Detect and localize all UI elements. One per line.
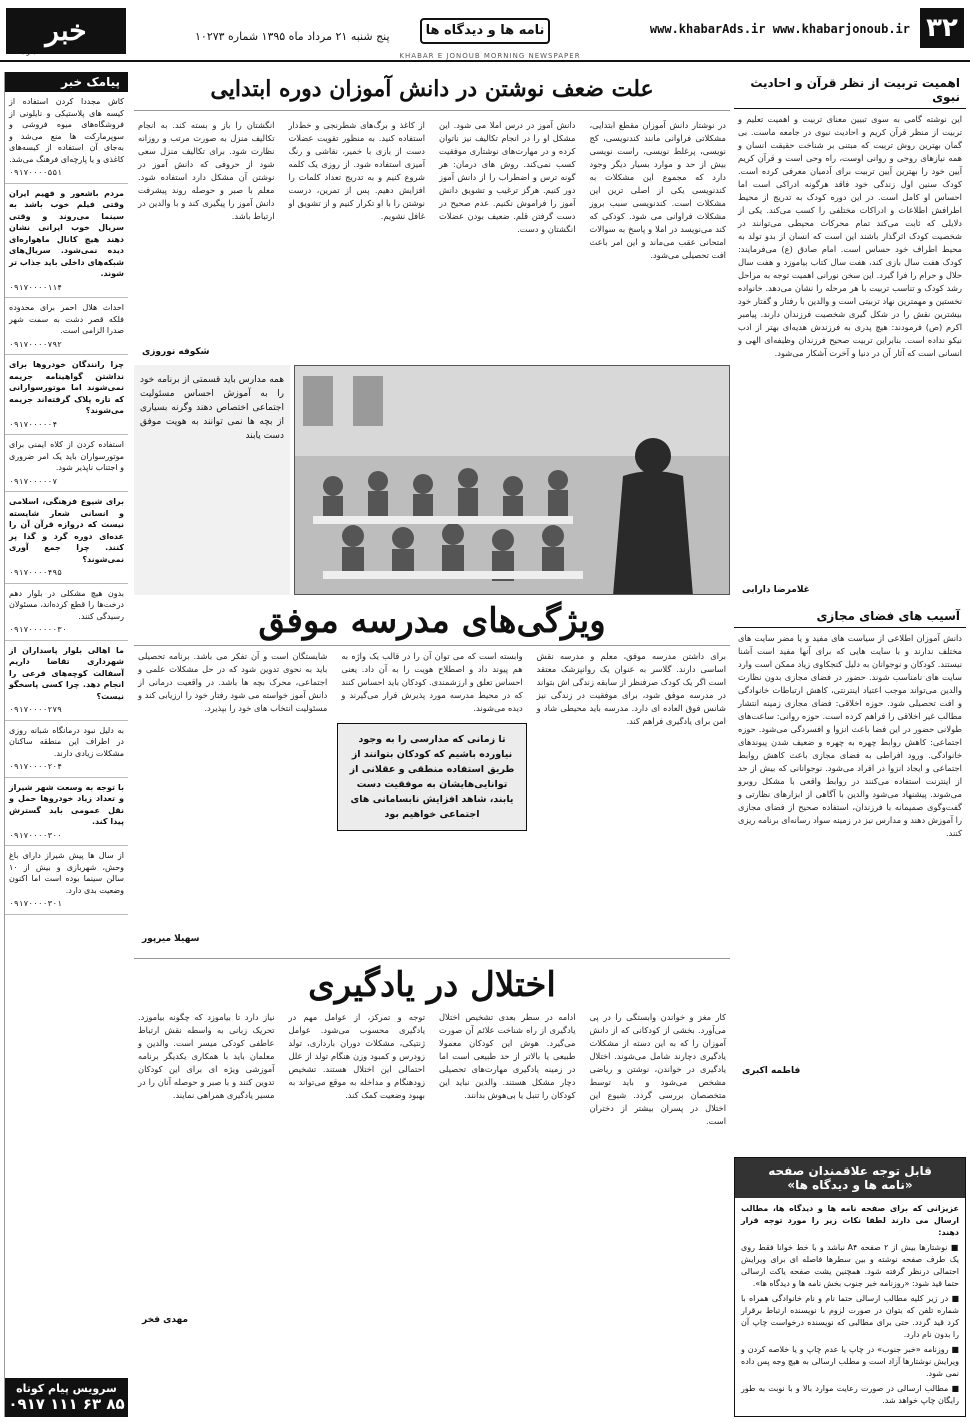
logo-subtitle: جنوب <box>20 48 37 56</box>
sms-item <box>5 778 128 847</box>
sms-footer-phone[interactable]: ۰۹۱۷ ۱۱۱ ۶۳ ۸۵ <box>8 1395 125 1413</box>
photo-row <box>134 365 730 595</box>
sms-title: پیامک خبر <box>5 72 128 92</box>
sms-phone: ۰۹۱۷۰۰۰۰۷۹۲ <box>9 339 62 349</box>
sms-item <box>5 641 128 721</box>
learning-column: نیاز دارد تا بیاموزد که چگونه بیاموزد. تحریک زبانی به واسطه نقش ارتباط عاطفی کودکی میسر است. والدین و معلمان باید با همکاری یکدیگر برنامه آموزشی ویژه ای برای این کودکان تدوین کنند و با صبر و حوصله آنان را در مسیر یادگیری همراهی نمایند. <box>138 1012 275 1100</box>
sms-text: احداث هلال احمر برای محدوده فلکه قصر دشت به سمت شهر صدرا الزامی است. <box>9 303 124 335</box>
sms-phone: ۰۹۱۷۰۰۰۰۲۷۹ <box>9 705 62 714</box>
sms-phone: ۰۹۱۷۰۰۰۰۵۵۱ <box>9 168 62 177</box>
notice-box <box>734 1157 966 1417</box>
sms-text: با توجه به وسعت شهر شیراز و تعداد زیاد خودروها حمل و نقل عمومی باید گسترش پیدا کند. <box>9 782 124 826</box>
sms-phone: ۰۹۱۷۰۰۰۰۲۰۴ <box>9 762 62 771</box>
sms-item <box>5 846 128 915</box>
sms-column <box>4 72 128 1417</box>
sms-list <box>5 92 128 915</box>
learning-column: ادامه در سطر بعدی تشخیص اختلال یادگیری از راه شناخت علائم آن صورت می‌گیرد. هوش این کودکان معمولا طبیعی یا بالاتر از حد طبیعی است اما در زمینه یادگیری مهارت‌های تحصیلی دچار مشکل هستند. والدین نباید این کودکان را تنبل یا بی‌هوش بدانند. <box>439 1012 576 1100</box>
sms-text: چرا رانندگان خودروها برای نداشتن گواهینامه جریمه نمی‌شوند اما موتورسوارانی که تازه پلاک گرفته‌اند جریمه می‌شوند؟ <box>9 360 124 415</box>
sms-footer-title: سرویس پیام کوتاه <box>16 1382 117 1395</box>
sms-text: استفاده کردن از کلاه ایمنی برای موتورسواران باید یک امر ضروری و اجتناب ناپذیر شود. <box>9 440 124 472</box>
sms-item <box>5 584 128 641</box>
sms-item <box>5 492 128 584</box>
sms-phone: ۰۹۱۷۰۰۰۰۴۹۵ <box>9 568 62 577</box>
article-author: فاطمه اکبری <box>742 1066 801 1076</box>
newspaper-logo: خبر <box>6 8 126 54</box>
school-author: سهیلا میرپور <box>142 934 200 944</box>
sms-item <box>5 298 128 355</box>
notice-body <box>735 1198 965 1415</box>
learning-columns <box>134 1011 730 1311</box>
site-links[interactable]: www.khabarAds.ir www.khabarjonoub.ir <box>649 22 910 36</box>
notice-item: ■ در زیر کلیه مطالب ارسالی حتما نام و نام خانوادگی همراه با شماره تلفن که بتوان در صورت لزوم با نویسنده ارتباط برقرار کرد قید گردد. حتی برای مطالبی که نویسنده درخواست چاپ آن را بدون نام دارد. <box>741 1294 959 1339</box>
sms-item <box>5 92 128 184</box>
sms-item <box>5 435 128 492</box>
notice-subtitle: «نامه ها و دیدگاه ها» <box>787 1178 913 1192</box>
article-columns <box>134 119 730 343</box>
notice-header <box>735 1158 965 1198</box>
classroom-illustration <box>294 366 729 595</box>
school-column: وابسته است که می توان آن را در قالب یک واژه به هم پیوند داد و اصطلاح هویت را به آن داد. یعنی احساس تعلق و ارزشمندی. کودکان باید احساس کنند که در محیط مدرسه مورد پذیرش قرار می‌گیرند و دیده می‌شوند. <box>341 651 523 713</box>
sms-text: کاش مجددا کردن استفاده از کیسه های پلاستیکی و نایلونی از فروشگاه‌های میوه فروشی و سوپرمارکت ها منع می‌شد و به‌جای آن استفاده از کیسه‌های کاغذی و یا پارچه‌ای فرهنگ می‌شد. <box>9 97 124 164</box>
learning-column: توجه و تمرکز، از عوامل مهم در یادگیری محسوب می‌شود. عوامل ژنتیکی، مشکلات دوران بارداری، تولد زودرس و کمبود وزن هنگام تولد از علل احتمالی این اختلال هستند. تشخیص زودهنگام و مداخله به موقع می‌تواند به بهبود وضعیت کمک کند. <box>288 1012 425 1100</box>
article-column: از کاغذ و برگ‌های شطرنجی و خط‌دار استفاده کنید. به منظور تقویت عضلات دست از بازی با خمیر، نقاشی و رنگ آمیزی استفاده شود. از روزی یک کلمه شروع کنیم و به تدریج تعداد کلمات را افزایش دهیم. پس از تمرین، درست نوشتن را با او تکرار کنیم و از تشویق او غافل نشویم. <box>288 120 425 221</box>
page-number: ۳۲ <box>920 8 964 48</box>
learning-headline: اختلال در یادگیری <box>134 958 730 1005</box>
article-title: اهمیت تربیت از نظر قرآن و احادیث نبوی <box>734 72 966 109</box>
school-headline: ویژگی‌های مدرسه موفق <box>134 601 730 646</box>
sms-text: مردم باشعور و فهیم ایران وقتی فیلم خوب باشد به سینما می‌روند و وقتی سریال خوب ایرانی نشان دهند هیچ کانال ماهواره‌ای دیده نمی‌شود. سریال‌های شبکه‌های داخلی باید جذاب تر شوند. <box>9 188 124 278</box>
school-middle-column <box>337 650 526 930</box>
sms-phone: ۰۹۱۷۰۰۰۰۳۰۱ <box>9 899 62 908</box>
notice-intro: عزیزانی که برای صفحه نامه ها و دیدگاه ها، مطالب ارسال می دارند لطفا نکات زیر را مورد توجه قرار دهند: <box>741 1204 959 1237</box>
photo-caption: همه مدارس باید قسمتی از برنامه خود را به آموزش احساس مسئولیت اجتماعی اختصاص دهند وگرنه بسیاری از بچه ها نمی توانند به هویت موفق دست یابند <box>134 365 290 595</box>
article-headline: علت ضعف نوشتن در دانش آموزان دوره ابتدایی <box>134 72 730 111</box>
page-header <box>0 0 970 62</box>
article-body: این نوشته گامی به سوی تبیین معنای تربیت و اهمیت تعلیم و تربیت از منظر قرآن کریم و احادیث نبوی در جامعه ماست. بی گمان بهترین روش تربیت که مبتنی بر شناخت حقیقت انسان و همه نیازهای روحی و روانی اوست، راه وحی است و قرآن کریم آیین خود را بهترین آیین تربیت برای آدمیان معرفی کرده است. کودک سنین اول زندگی خود فاقد هرگونه ادراکی است اما احساس او کامل است. در این دوره کودک به تدریج از محیط اطرافش اطلاعات و ادراکات مختلفی را کسب می‌کند. یکی از دلایلی که ثابت می‌کند تمام محرکات محیطی می‌توانند در شخصیت کودک اثرگذار باشند این است که انسان از بدو تولد به محیط اطراف خود حساس است. امام صادق (ع) می‌فرمایند: کودک هفت سال بازی کند، هفت سال کتاب بیاموزد و هفت سال حلال و حرام را فرا گیرد. این سخن نورانی اهمیت توجه به مراحل رشد کودک و تناسب تربیت با هر مرحله را نشان می‌دهد. خانواده نخستین و مهمترین نهاد تربیتی است و والدین با رفتار و گفتار خود بیشترین نقش را در شکل گیری شخصیت فرزندان دارند. پیامبر اکرم (ص) فرمودند: هیچ پدری به فرزندش هدیه‌ای بهتر از ادب نیکو نداده است. بنابراین تربیت صحیح فرزندان وظیفه‌ای الهی و انسانی است که آثار آن در دنیا و آخرت آشکار می‌شود. <box>738 114 962 358</box>
pull-quote: تا زمانی که مدارسی را به وجود نیاورده باشیم که کودکان بتوانند از طریق استفاده منطقی و عقلانی از توانایی‌هایشان به موفقیت دست یابند، شاهد افزایش نابسامانی های اجتماعی خواهیم بود <box>337 723 526 831</box>
school-column: برای داشتن مدرسه موفق، معلم و مدرسه نقش اساسی دارند. گلاسر به عنوان یک روانپزشک معتقد است اگر یک کودک صرفنظر از سابقه زندگی اش بتواند در مدرسه موفق شود، برای موفقیت در زندگی نیز شانس فوق العاده ای دارد. مدرسه باید محیطی شاد و امن برای یادگیری فراهم کند. <box>536 651 726 726</box>
learning-column: کار مغز و خواندن وابستگی را در پی می‌آورد. بخشی از کودکانی که از دانش آموزان را که به این دسته از مشکلات یادگیری دچارند شامل می‌شوند. اختلال یادگیری در خواندن، نوشتن و ریاضی مشخص می‌شود و باید توسط متخصصان بررسی گردد. شیوع این اختلال در پسران بیشتر از دختران است. <box>589 1012 726 1126</box>
sms-text: برای شیوع فرهنگی، اسلامی و انسانی شعار شایسته نیست که دروازه قرآن آن را عده‌ای دوره گرد و گدا پر کنند. چرا جمع آوری نمی‌شوند؟ <box>9 497 124 564</box>
classroom-photo <box>294 365 730 595</box>
sms-text: به دلیل نبود درمانگاه شبانه روزی در اطراف این منطقه ساکنان مشکلات زیادی دارند. <box>9 725 124 758</box>
notice-item: ■ مطالب ارسالی در صورت رعایت موارد بالا و با نوبت به طور رایگان چاپ خواهد شد. <box>741 1384 959 1405</box>
sms-item <box>5 355 128 435</box>
notice-title: قابل توجه علاقمندان صفحه <box>768 1164 932 1178</box>
right-column <box>734 72 966 1417</box>
section-badge: نامه ها و دیدگاه ها <box>420 18 550 44</box>
article-body: دانش آموزان اطلاعی از سیاست های مفید و یا مضر سایت های مختلف ندارند و با سایت هایی که برای آنها مفید است آشنا نیستند. کودکان و نوجوانان به دلیل کنجکاوی زیاد ممکن است وارد سایت های نامناسب شوند. حضور در فضای مجازی بدون نظارت والدین می‌تواند موجب اعتیاد اینترنتی، کاهش ارتباطات خانوادگی و افت تحصیلی شود. حوزه اخلاقی: فضای مجازی زمینه انتشار مطالب غیر اخلاقی را فراهم کرده است. حوزه روانی: ساعت‌های طولانی حضور در این فضا باعث انزوا و افسردگی می‌شود. حوزه اجتماعی: کاهش روابط چهره به چهره و ضعیف شدن پیوندهای خانوادگی. ورود افراطی به فضای مجازی باعث کاهش روابط اجتماعی و ایجاد انزوا در افراد می‌شود. نوجوانانی که بیش از حد از اینترنت استفاده می‌کنند در روابط واقعی با مشکل روبرو می‌شوند. پیشنهاد می‌شود والدین با آگاهی از ابزارهای نظارتی و گفت‌وگوی صمیمانه با فرزندان، استفاده صحیح از فضای مجازی را آموزش دهند و مدارس نیز در زمینه سواد رسانه‌ای برنامه ریزی کنند. <box>738 633 962 838</box>
notice-item: ■ روزنامه «خبر جنوب» در چاپ یا عدم چاپ و یا خلاصه کردن و ویرایش نوشتارها آزاد است و مطلب ارسالی به هیچ وجه پس داده نمی شود. <box>741 1345 959 1378</box>
school-column: شایستگان است و آن تفکر می باشد. برنامه تحصیلی باید به نحوی تدوین شود که در حل مشکلات علمی و اجتماعی، محرک بچه ها باشد. در واقعیت درمانی از دانش آموز خواسته می شود رفتار خود را ارزیابی کند و مسئولیت انتخاب های خود را بپذیرد. <box>138 651 328 713</box>
sms-phone: ۰۹۱۷۰۰۰۰۰۰۳۰ <box>9 625 67 634</box>
sms-phone: ۰۹۱۷۰۰۰۰۱۱۴ <box>9 282 62 292</box>
article-author: شکوفه نوروزی <box>142 347 210 357</box>
school-columns <box>134 650 730 930</box>
date-line: پنج شنبه ۲۱ مرداد ماه ۱۳۹۵ شماره ۱۰۲۷۳ <box>195 30 390 43</box>
notice-item: ■ نوشتارها بیش از ۲ صفحه A۴ نباشد و با خط خوانا فقط روی یک طرف صفحه نوشته و بین سطرها فاصله ای برای ویرایش احتمالی درنظر گرفته شود. همچنین یشت صفحه یاکت ارسالی حتما قید شود: «روزنامه خبر جنوب بخش نامه ها و دیدگاه ها». <box>741 1243 959 1288</box>
sms-text: از سال ها پیش شیراز دارای باغ وحش، شهربازی و بیش از ۱۰ سالن سینما بوده است اما اکنون وضعیت بدی دارد. <box>9 851 124 895</box>
english-banner: KHABAR E JONOUB MORNING NEWSPAPER <box>399 52 581 60</box>
article-column: دانش آموز در درس املا می شود. این مشکل او را در انجام تکالیف نیز ناتوان کرده و در مهارت‌های نوشتاری موفقیت کسب نمی‌کند. روش های درمان: هر گونه ترس و اضطراب را از دانش آموز دور کنیم. هرگز ترغیب و تشویق دانش آموز را فراموش نکنیم. عدم صحیح در دست گرفتن قلم. ضعیف بودن عضلات انگشتان و دست. <box>439 120 576 234</box>
sms-phone: ۰۹۱۷۰۰۰۰۰۷ <box>9 476 58 486</box>
article-author: غلامرضا دارابی <box>742 585 810 595</box>
sms-text: بدون هیچ مشکلی در بلوار دهم درخت‌ها را قطع کرده‌اند، مسئولان رسیدگی کنند. <box>9 588 124 621</box>
sms-item <box>5 184 128 299</box>
sms-footer <box>5 1378 128 1417</box>
main-content <box>134 72 730 1417</box>
sms-phone: ۰۹۱۷۰۰۰۰۳۰۰ <box>9 830 62 840</box>
article-column: در نوشتار دانش آموزان مقطع ابتدایی، مشکلاتی فراوانی مانند کندنویسی، کج نویسی، پرغلط نویسی، راست نویسی بیش از حد و موارد بسیار دیگر وجود دارد که مجموع این مشکلات به کندنویسی یکی از اصلی ترین این مشکلات است. کندنویسی سبب بروز مشکلات فراوانی می شود. کودکی که کند می‌نویسد در املا و پاسخ به سوالات امتحانی عقب می‌ماند و این امر باعث افت تحصیلی می‌شود. <box>589 120 726 260</box>
article-column: انگشتان را باز و بسته کند. به انجام تکالیف منزل به صورت مرتب و روزانه نظارت شود. برای تکالیف منزل سعی شود از حروفی که دانش آموز در نوشتن آن مشکل دارد استفاده شود. معلم با صبر و حوصله روند پیشرفت دانش آموز را پیگیری کند و با والدین در ارتباط باشد. <box>138 120 275 221</box>
sms-item <box>5 721 128 778</box>
sms-text: ما اهالی بلوار پاسداران از شهرداری تقاضا داریم آسفالت کوچه‌های فرعی را انجام دهد. چرا کسی پاسخگو نیست؟ <box>9 645 124 701</box>
learning-author: مهدی فخر <box>142 1315 189 1325</box>
sms-phone: ۰۹۱۷۰۰۰۰۰۴ <box>9 419 58 429</box>
article-title: آسیب های فضای مجازی <box>734 605 966 628</box>
